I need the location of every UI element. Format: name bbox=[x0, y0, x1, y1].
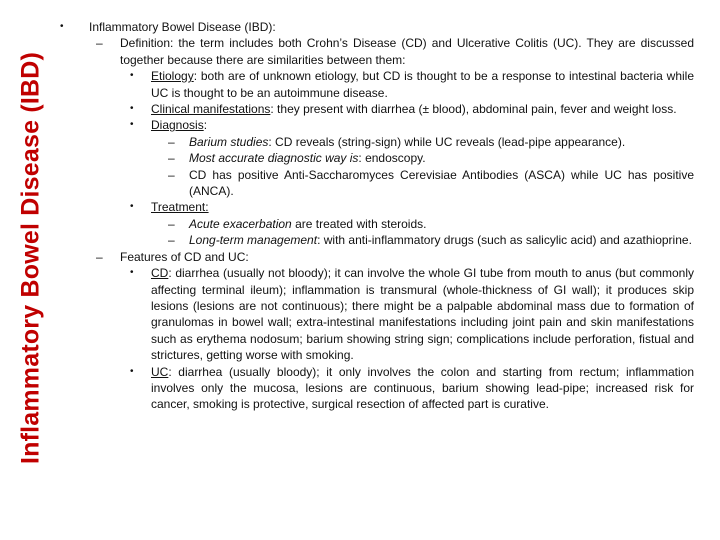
bullet-marker: • bbox=[130, 267, 134, 279]
bullet-ibd-heading bbox=[58, 19, 694, 35]
uc-item bbox=[58, 364, 694, 413]
accurate-diagnosis-item bbox=[58, 150, 694, 166]
acute-label: Acute exacerbation bbox=[189, 216, 292, 231]
long-term-item bbox=[58, 232, 694, 248]
clinical-text: : they present with diarrhea (± blood), abdominal pain, fever and weight loss. bbox=[270, 102, 677, 117]
etiology-label: Etiology bbox=[151, 69, 194, 84]
bullet-marker: • bbox=[60, 21, 64, 32]
definition-text: Definition: the term includes both Crohn’s Disease (CD) and Ulcerative Colitis (UC). They are discussed together because there are similarities between them: bbox=[120, 36, 694, 67]
barium-text: : CD reveals (string-sign) while UC reveals (lead-pipe appearance). bbox=[268, 134, 626, 149]
accurate-label: Most accurate diagnostic way is bbox=[189, 151, 359, 166]
bullet-marker: • bbox=[130, 103, 134, 115]
dash-marker: – bbox=[96, 249, 103, 264]
barium-label: Barium studies bbox=[189, 134, 269, 149]
diagnosis-item bbox=[58, 117, 694, 133]
uc-text: : diarrhea (usually bloody); it only involves the colon and starting from rectum; inflammation involves only the mucosa, lesions are continuous, barium showing lead-pipe; increased risk for cancer, smoking is protective, surgical resection of affected part is curative. bbox=[151, 364, 694, 412]
dash-marker: – bbox=[168, 167, 175, 182]
definition-item bbox=[58, 35, 694, 68]
dash-marker: – bbox=[96, 36, 103, 51]
features-heading: Features of CD and UC: bbox=[120, 249, 249, 264]
asca-text: CD has positive Anti-Saccharomyces Cerevisiae Antibodies (ASCA) while UC has positive (ANCA). bbox=[189, 167, 694, 199]
barium-item bbox=[58, 134, 694, 150]
bullet-marker: • bbox=[130, 201, 134, 213]
dash-marker: – bbox=[168, 151, 175, 166]
etiology-text: : both are of unknown etiology, but CD is thought to be a response to intestinal bacteria while UC is thought to be an autoimmune disease. bbox=[151, 69, 694, 100]
etiology-item bbox=[58, 68, 694, 101]
clinical-item bbox=[58, 101, 694, 117]
dash-marker: – bbox=[168, 233, 175, 248]
acute-item bbox=[58, 216, 694, 232]
diagnosis-colon: : bbox=[203, 118, 208, 133]
clinical-label: Clinical manifestations bbox=[151, 102, 271, 117]
cd-label: CD bbox=[151, 266, 169, 281]
acute-text: are treated with steroids. bbox=[291, 216, 427, 231]
ibd-heading: Inflammatory Bowel Disease (IBD): bbox=[89, 20, 276, 34]
slide-body bbox=[58, 19, 694, 413]
slide-title: Inflammatory Bowel Disease (IBD) bbox=[16, 51, 45, 465]
dash-marker: – bbox=[168, 216, 175, 231]
slide-title-bar bbox=[0, 0, 52, 540]
cd-item bbox=[58, 265, 694, 363]
asca-item bbox=[58, 167, 694, 200]
long-term-label: Long-term management bbox=[189, 233, 318, 248]
treatment-label: Treatment: bbox=[151, 200, 209, 215]
uc-label: UC bbox=[151, 364, 169, 379]
bullet-marker: • bbox=[130, 119, 134, 131]
features-item bbox=[58, 249, 694, 265]
bullet-marker: • bbox=[130, 365, 134, 377]
diagnosis-label: Diagnosis bbox=[151, 118, 204, 133]
bullet-marker: • bbox=[130, 70, 134, 82]
long-term-text: : with anti-inflammatory drugs (such as salicylic acid) and azathioprine. bbox=[317, 233, 692, 248]
accurate-text: : endoscopy. bbox=[358, 151, 426, 166]
treatment-item bbox=[58, 199, 694, 215]
dash-marker: – bbox=[168, 134, 175, 149]
cd-text: : diarrhea (usually not bloody); it can involve the whole GI tube from mouth to anus (but commonly affecting terminal ileum); inflammation is transmural (whole-thickness of GI wall); it produces skip lesions (lesions are not continuous); there might be a palpable abdominal mass due to formation of granulomas in bowel wall; extra-intestinal manifestations including joint pain and skin manifestations such as erythema nodosum; barium showing string sign; complications include perforation, fistual and strictures, getting worse with smoking. bbox=[151, 266, 694, 363]
